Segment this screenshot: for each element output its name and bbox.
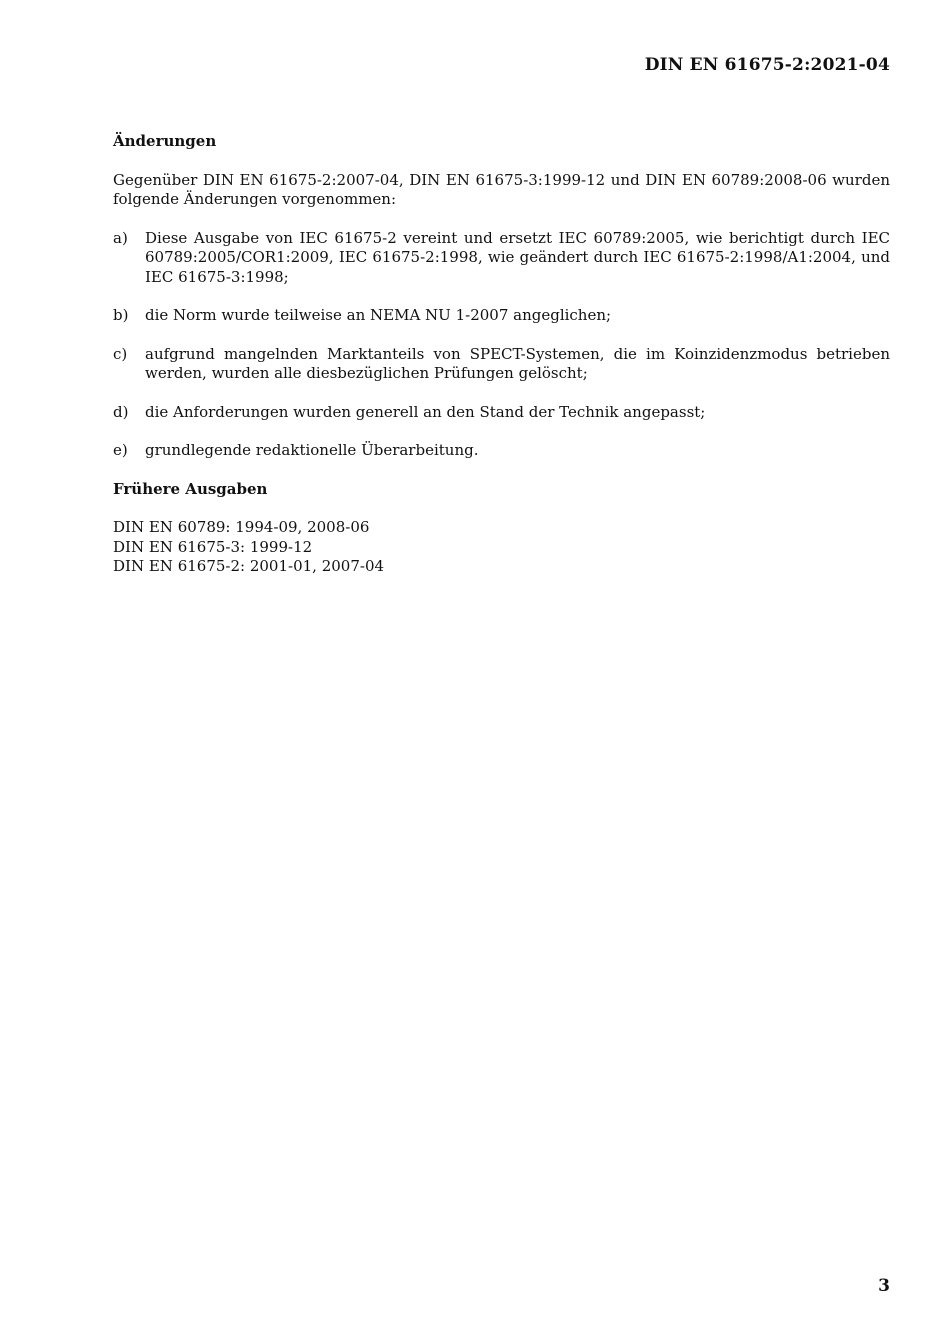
change-item-a xyxy=(113,229,890,288)
document-id-header: DIN EN 61675-2:2021-04 xyxy=(644,55,890,75)
previous-editions-heading: Frühere Ausgaben xyxy=(113,479,268,498)
changes-heading: Änderungen xyxy=(113,132,217,150)
change-item-d xyxy=(113,403,890,423)
previous-editions-list xyxy=(113,518,890,577)
page-content xyxy=(113,132,890,577)
list-item-text: aufgrund mangelnden Marktanteils von SPECT-Systemen, die im Koinzidenzmodus betrieben werden, wurden alle diesbezüglichen Prüfungen gelöscht; xyxy=(145,344,890,382)
list-marker: b) xyxy=(113,306,129,324)
change-item-c xyxy=(113,345,890,384)
edition-line: DIN EN 60789: 1994-09, 2008-06 xyxy=(113,518,370,536)
changes-list xyxy=(113,229,890,461)
list-marker: d) xyxy=(113,402,129,421)
edition-line: DIN EN 61675-3: 1999-12 xyxy=(113,537,313,556)
list-item-text: die Norm wurde teilweise an NEMA NU 1-2007 angeglichen; xyxy=(145,306,612,324)
list-item-text: Diese Ausgabe von IEC 61675-2 vereint und ersetzt IEC 60789:2005, wie berichtigt durch IEC 60789:2005/COR1:2009, IEC 61675-2:1998, wie geändert durch IEC 61675-2:1998/A1:2004, und IEC 61675-3:1998; xyxy=(145,228,890,286)
list-marker: a) xyxy=(113,228,128,247)
list-item-text: grundlegende redaktionelle Überarbeitung. xyxy=(145,441,479,459)
list-marker: e) xyxy=(113,441,128,459)
change-item-e xyxy=(113,441,890,461)
changes-intro-paragraph: Gegenüber DIN EN 61675-2:2007-04, DIN EN 61675-3:1999-12 und DIN EN 60789:2008-06 wurden folgende Änderungen vorgenommen: xyxy=(113,170,890,208)
change-item-b xyxy=(113,306,890,326)
page-number: 3 xyxy=(878,1276,890,1296)
list-marker: c) xyxy=(113,344,128,363)
edition-line: DIN EN 61675-2: 2001-01, 2007-04 xyxy=(113,557,385,575)
list-item-text: die Anforderungen wurden generell an den Stand der Technik angepasst; xyxy=(145,402,706,421)
